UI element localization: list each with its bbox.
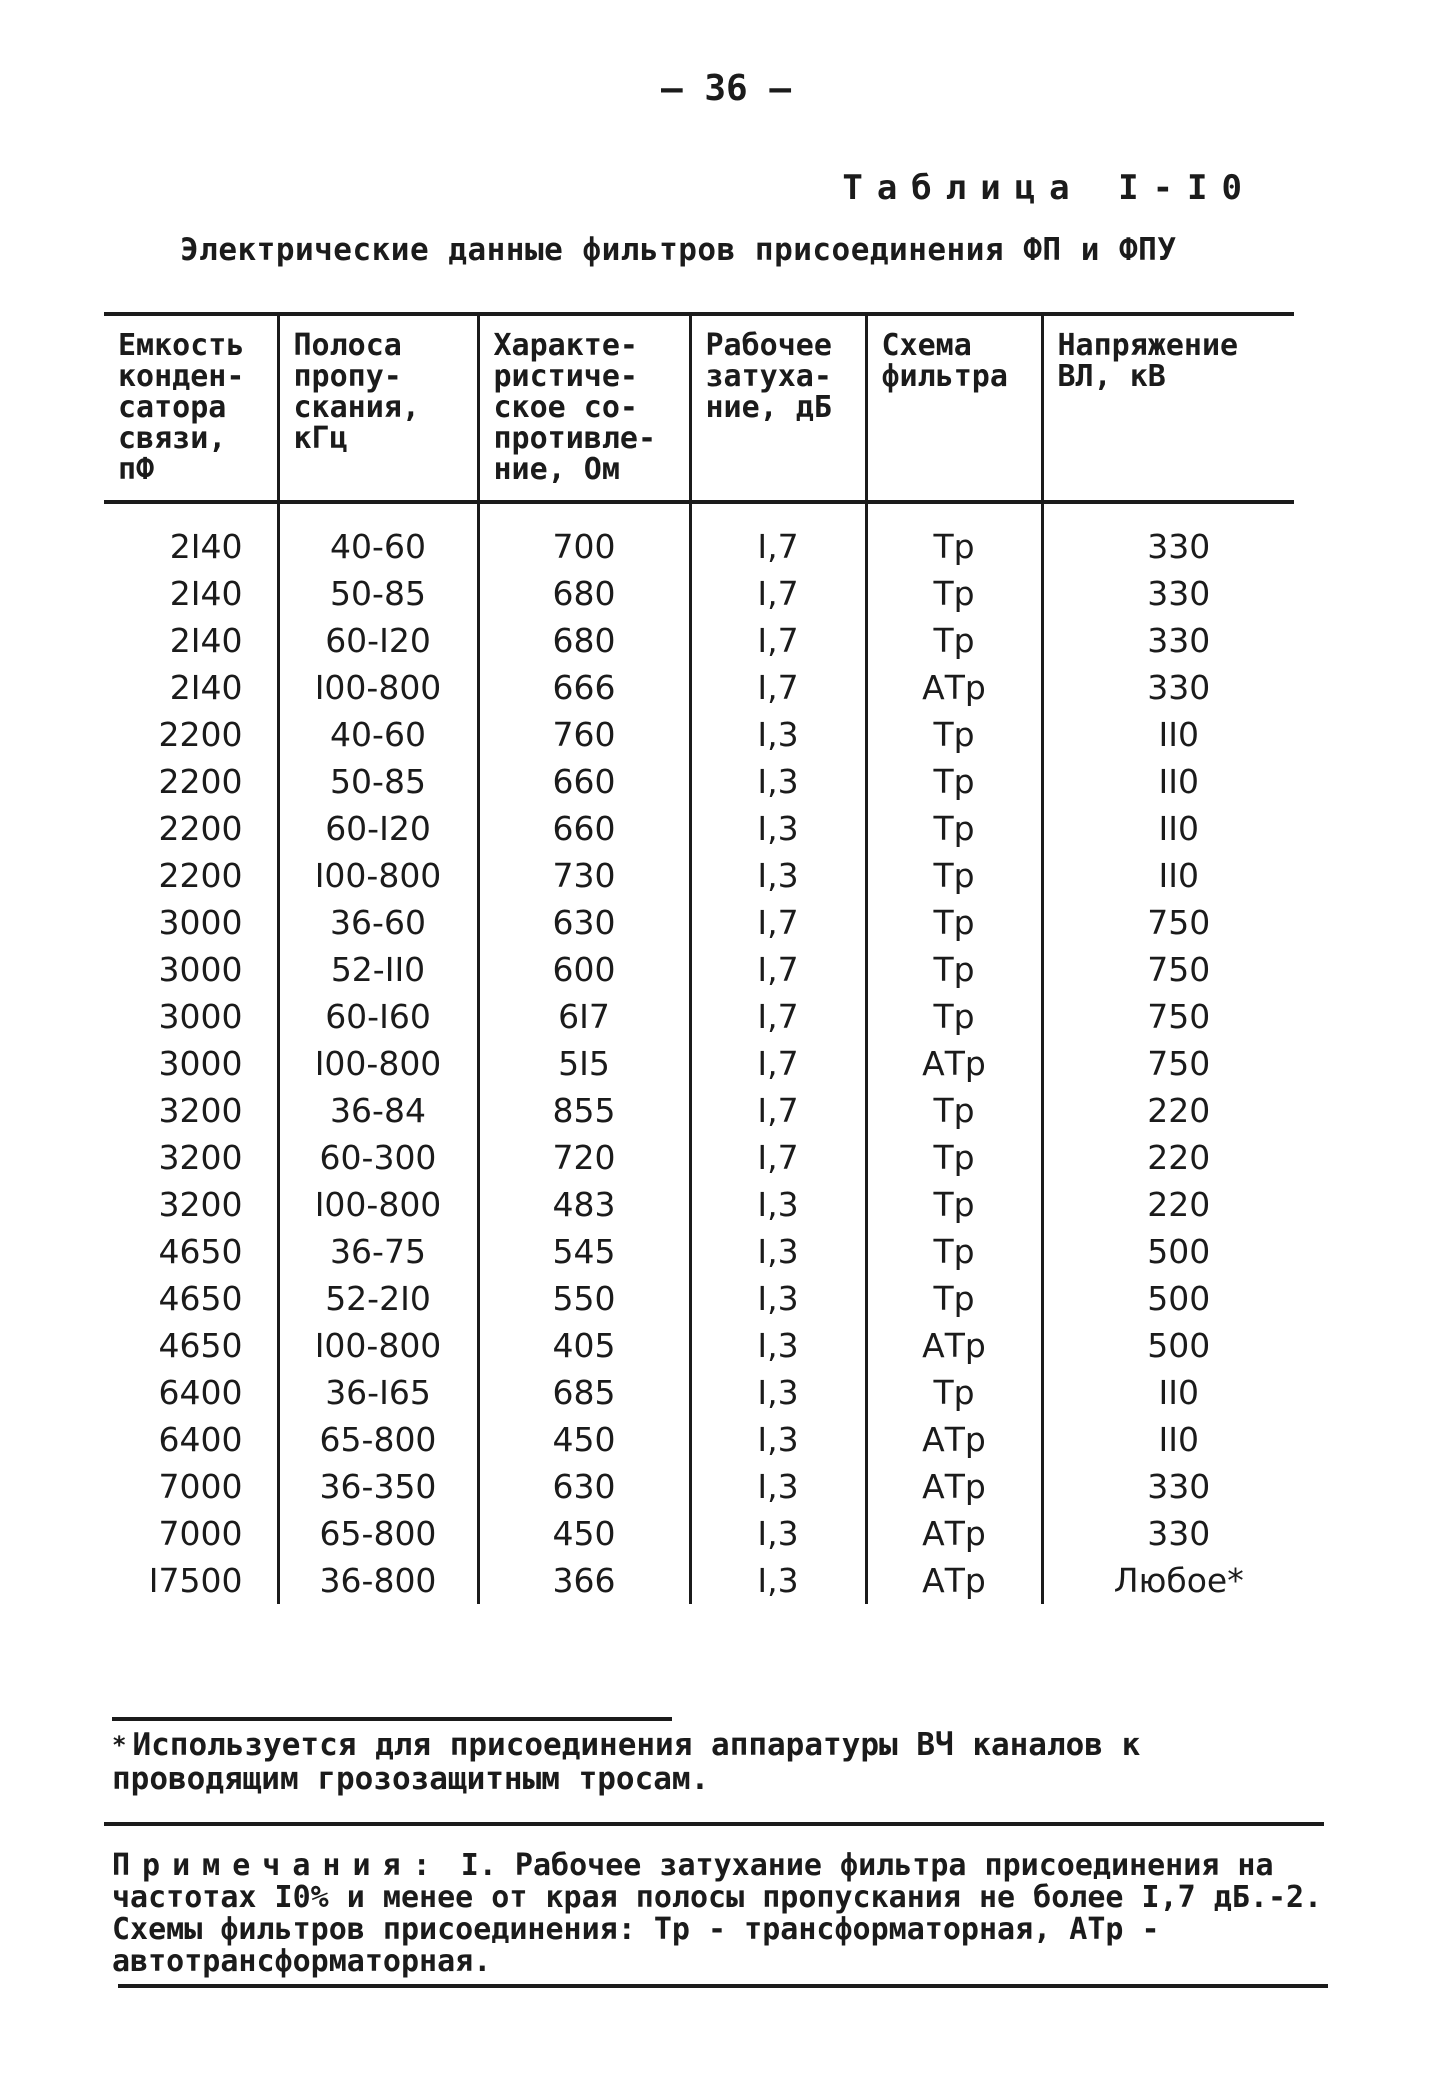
cell-attenuation: I,3 <box>690 1275 866 1322</box>
table-row <box>104 852 1294 899</box>
cell-scheme: АТр <box>866 1463 1042 1510</box>
cell-impedance: 855 <box>478 1087 690 1134</box>
cell-passband: 36-800 <box>278 1557 478 1604</box>
table-row <box>104 1040 1294 1087</box>
cell-attenuation: I,3 <box>690 711 866 758</box>
cell-capacitance: 6400 <box>158 1373 243 1412</box>
cell-capacitance: 6400 <box>158 1420 243 1459</box>
cell-impedance: 666 <box>478 664 690 711</box>
cell-attenuation: I,3 <box>690 1510 866 1557</box>
cell-impedance: 680 <box>478 570 690 617</box>
cell-voltage: II0 <box>1042 711 1294 758</box>
cell-passband: I00-800 <box>278 852 478 899</box>
cell-voltage: 330 <box>1042 664 1294 711</box>
table-row <box>104 502 1294 570</box>
cell-attenuation: I,7 <box>690 993 866 1040</box>
cell-passband: 60-I20 <box>278 805 478 852</box>
cell-voltage: II0 <box>1042 852 1294 899</box>
cell-attenuation: I,3 <box>690 1228 866 1275</box>
cell-capacitance: 3200 <box>158 1185 243 1224</box>
cell-impedance: 5I5 <box>478 1040 690 1087</box>
cell-passband: 60-I20 <box>278 617 478 664</box>
cell-passband: 36-I65 <box>278 1369 478 1416</box>
header-voltage: Напряжение ВЛ, кВ <box>1042 314 1294 502</box>
cell-attenuation: I,7 <box>690 664 866 711</box>
cell-scheme: АТр <box>866 664 1042 711</box>
cell-voltage: Любое* <box>1042 1557 1294 1604</box>
cell-impedance: 550 <box>478 1275 690 1322</box>
cell-scheme: АТр <box>866 1416 1042 1463</box>
table-row <box>104 1181 1294 1228</box>
cell-scheme: Тр <box>866 617 1042 664</box>
cell-scheme: Тр <box>866 570 1042 617</box>
cell-impedance: 450 <box>478 1416 690 1463</box>
cell-impedance: 600 <box>478 946 690 993</box>
table-row <box>104 1557 1294 1604</box>
header-capacitance: Емкость конден- сатора связи, пФ <box>118 328 245 487</box>
cell-voltage: 750 <box>1042 899 1294 946</box>
cell-scheme: АТр <box>866 1510 1042 1557</box>
cell-voltage: 330 <box>1042 1463 1294 1510</box>
cell-impedance: 680 <box>478 617 690 664</box>
table-caption: Электрические данные фильтров присоединения ФП и ФПУ <box>180 232 1177 268</box>
table-row <box>104 1416 1294 1463</box>
cell-scheme: Тр <box>866 899 1042 946</box>
cell-voltage: II0 <box>1042 1369 1294 1416</box>
cell-scheme: Тр <box>866 805 1042 852</box>
cell-capacitance: 2I40 <box>169 574 243 613</box>
table-row <box>104 1463 1294 1510</box>
cell-attenuation: I,3 <box>690 1322 866 1369</box>
cell-capacitance: 3000 <box>158 903 243 942</box>
cell-scheme: АТр <box>866 1557 1042 1604</box>
cell-capacitance: 4650 <box>158 1232 243 1271</box>
cell-attenuation: I,7 <box>690 1040 866 1087</box>
header-attenuation: Рабочее затуха- ние, дБ <box>690 314 866 502</box>
cell-impedance: 760 <box>478 711 690 758</box>
table-row <box>104 1134 1294 1181</box>
cell-capacitance: 3200 <box>158 1138 243 1177</box>
table-row <box>104 1228 1294 1275</box>
notes <box>112 1850 1352 1978</box>
cell-impedance: 450 <box>478 1510 690 1557</box>
cell-voltage: 750 <box>1042 946 1294 993</box>
table-row <box>104 570 1294 617</box>
footnote-text: Используется для присоединения аппаратуры ВЧ каналов к проводящим грозозащитным тросам. <box>112 1727 1141 1797</box>
cell-attenuation: I,7 <box>690 899 866 946</box>
cell-scheme: Тр <box>866 711 1042 758</box>
cell-capacitance: I7500 <box>148 1561 243 1600</box>
table-header-row <box>104 314 1294 502</box>
cell-passband: 36-60 <box>278 899 478 946</box>
cell-passband: I00-800 <box>278 1040 478 1087</box>
cell-impedance: 483 <box>478 1181 690 1228</box>
cell-passband: 36-350 <box>278 1463 478 1510</box>
table-row <box>104 993 1294 1040</box>
cell-capacitance: 2200 <box>158 856 243 895</box>
cell-voltage: II0 <box>1042 805 1294 852</box>
table-row <box>104 1275 1294 1322</box>
cell-capacitance: 3000 <box>158 997 243 1036</box>
cell-voltage: 500 <box>1042 1275 1294 1322</box>
page-number: – 36 – <box>660 68 792 109</box>
cell-impedance: 6I7 <box>478 993 690 1040</box>
cell-capacitance: 7000 <box>158 1467 243 1506</box>
table-row <box>104 617 1294 664</box>
cell-attenuation: I,7 <box>690 946 866 993</box>
cell-scheme: Тр <box>866 1087 1042 1134</box>
footnote <box>112 1728 1292 1796</box>
cell-voltage: 750 <box>1042 993 1294 1040</box>
cell-impedance: 660 <box>478 805 690 852</box>
cell-impedance: 545 <box>478 1228 690 1275</box>
cell-impedance: 366 <box>478 1557 690 1604</box>
cell-capacitance: 4650 <box>158 1279 243 1318</box>
cell-voltage: 330 <box>1042 1510 1294 1557</box>
cell-capacitance: 3200 <box>158 1091 243 1130</box>
cell-capacitance: 2I40 <box>169 668 243 707</box>
header-scheme: Схема фильтра <box>866 314 1042 502</box>
cell-attenuation: I,7 <box>690 1134 866 1181</box>
cell-capacitance: 7000 <box>158 1514 243 1553</box>
cell-passband: 65-800 <box>278 1416 478 1463</box>
cell-attenuation: I,3 <box>690 1369 866 1416</box>
table-label: Таблица I-I0 <box>842 168 1256 208</box>
cell-attenuation: I,3 <box>690 1557 866 1604</box>
cell-voltage: 220 <box>1042 1134 1294 1181</box>
cell-attenuation: I,3 <box>690 805 866 852</box>
cell-scheme: Тр <box>866 1181 1042 1228</box>
cell-scheme: Тр <box>866 502 1042 570</box>
cell-capacitance: 4650 <box>158 1326 243 1365</box>
cell-attenuation: I,3 <box>690 1463 866 1510</box>
cell-passband: 60-I60 <box>278 993 478 1040</box>
cell-scheme: Тр <box>866 993 1042 1040</box>
cell-attenuation: I,7 <box>690 570 866 617</box>
table-row <box>104 1510 1294 1557</box>
cell-scheme: Тр <box>866 758 1042 805</box>
cell-attenuation: I,3 <box>690 1181 866 1228</box>
cell-voltage: 750 <box>1042 1040 1294 1087</box>
cell-scheme: Тр <box>866 1134 1042 1181</box>
cell-voltage: 500 <box>1042 1228 1294 1275</box>
cell-scheme: Тр <box>866 1369 1042 1416</box>
cell-voltage: 500 <box>1042 1322 1294 1369</box>
cell-voltage: II0 <box>1042 1416 1294 1463</box>
table-row <box>104 664 1294 711</box>
cell-impedance: 630 <box>478 899 690 946</box>
footnote-divider <box>112 1717 672 1721</box>
cell-attenuation: I,3 <box>690 852 866 899</box>
notes-text: I. Рабочее затухание фильтра присоединения на частотах I0% и менее от края полосы пропускания не более I,7 дБ.-2. Схемы фильтров присоединения: Тр - трансформаторная, АТр - автотрансформаторная. <box>112 1848 1323 1979</box>
cell-attenuation: I,7 <box>690 617 866 664</box>
cell-impedance: 405 <box>478 1322 690 1369</box>
table-row <box>104 1322 1294 1369</box>
cell-voltage: 330 <box>1042 617 1294 664</box>
cell-scheme: АТр <box>866 1322 1042 1369</box>
table-body <box>104 502 1294 1604</box>
cell-attenuation: I,7 <box>690 502 866 570</box>
cell-scheme: Тр <box>866 1228 1042 1275</box>
cell-impedance: 660 <box>478 758 690 805</box>
cell-impedance: 685 <box>478 1369 690 1416</box>
notes-divider-bottom <box>118 1984 1328 1988</box>
cell-passband: 50-85 <box>278 570 478 617</box>
cell-passband: 52-2I0 <box>278 1275 478 1322</box>
cell-passband: 65-800 <box>278 1510 478 1557</box>
cell-passband: 36-84 <box>278 1087 478 1134</box>
cell-passband: 40-60 <box>278 502 478 570</box>
cell-passband: 40-60 <box>278 711 478 758</box>
table-row <box>104 1087 1294 1134</box>
cell-voltage: 220 <box>1042 1087 1294 1134</box>
cell-capacitance: 3000 <box>158 950 243 989</box>
cell-voltage: 220 <box>1042 1181 1294 1228</box>
cell-attenuation: I,7 <box>690 1087 866 1134</box>
table-row <box>104 711 1294 758</box>
cell-impedance: 630 <box>478 1463 690 1510</box>
cell-capacitance: 2200 <box>158 715 243 754</box>
cell-impedance: 730 <box>478 852 690 899</box>
cell-passband: I00-800 <box>278 1322 478 1369</box>
notes-title: Примечания: <box>112 1848 443 1883</box>
cell-capacitance: 2200 <box>158 809 243 848</box>
cell-capacitance: 2I40 <box>169 527 243 566</box>
cell-attenuation: I,3 <box>690 1416 866 1463</box>
cell-capacitance: 2I40 <box>169 621 243 660</box>
cell-passband: 50-85 <box>278 758 478 805</box>
cell-voltage: 330 <box>1042 570 1294 617</box>
cell-scheme: Тр <box>866 852 1042 899</box>
cell-voltage: 330 <box>1042 502 1294 570</box>
cell-passband: 52-II0 <box>278 946 478 993</box>
table-row <box>104 899 1294 946</box>
cell-passband: 36-75 <box>278 1228 478 1275</box>
cell-scheme: Тр <box>866 946 1042 993</box>
cell-scheme: АТр <box>866 1040 1042 1087</box>
header-passband: Полоса пропу- скания, кГц <box>278 314 478 502</box>
cell-impedance: 720 <box>478 1134 690 1181</box>
cell-scheme: Тр <box>866 1275 1042 1322</box>
notes-divider-top <box>104 1822 1324 1826</box>
cell-attenuation: I,3 <box>690 758 866 805</box>
header-impedance: Характе- ристиче- ское со- противле- ние, Ом <box>478 314 690 502</box>
cell-passband: I00-800 <box>278 1181 478 1228</box>
table-row <box>104 805 1294 852</box>
cell-impedance: 700 <box>478 502 690 570</box>
table-row <box>104 946 1294 993</box>
table-row <box>104 1369 1294 1416</box>
cell-voltage: II0 <box>1042 758 1294 805</box>
cell-passband: I00-800 <box>278 664 478 711</box>
cell-capacitance: 3000 <box>158 1044 243 1083</box>
filters-data-table <box>104 312 1294 1604</box>
footnote-mark: * <box>112 1731 127 1759</box>
cell-passband: 60-300 <box>278 1134 478 1181</box>
cell-capacitance: 2200 <box>158 762 243 801</box>
table-row <box>104 758 1294 805</box>
